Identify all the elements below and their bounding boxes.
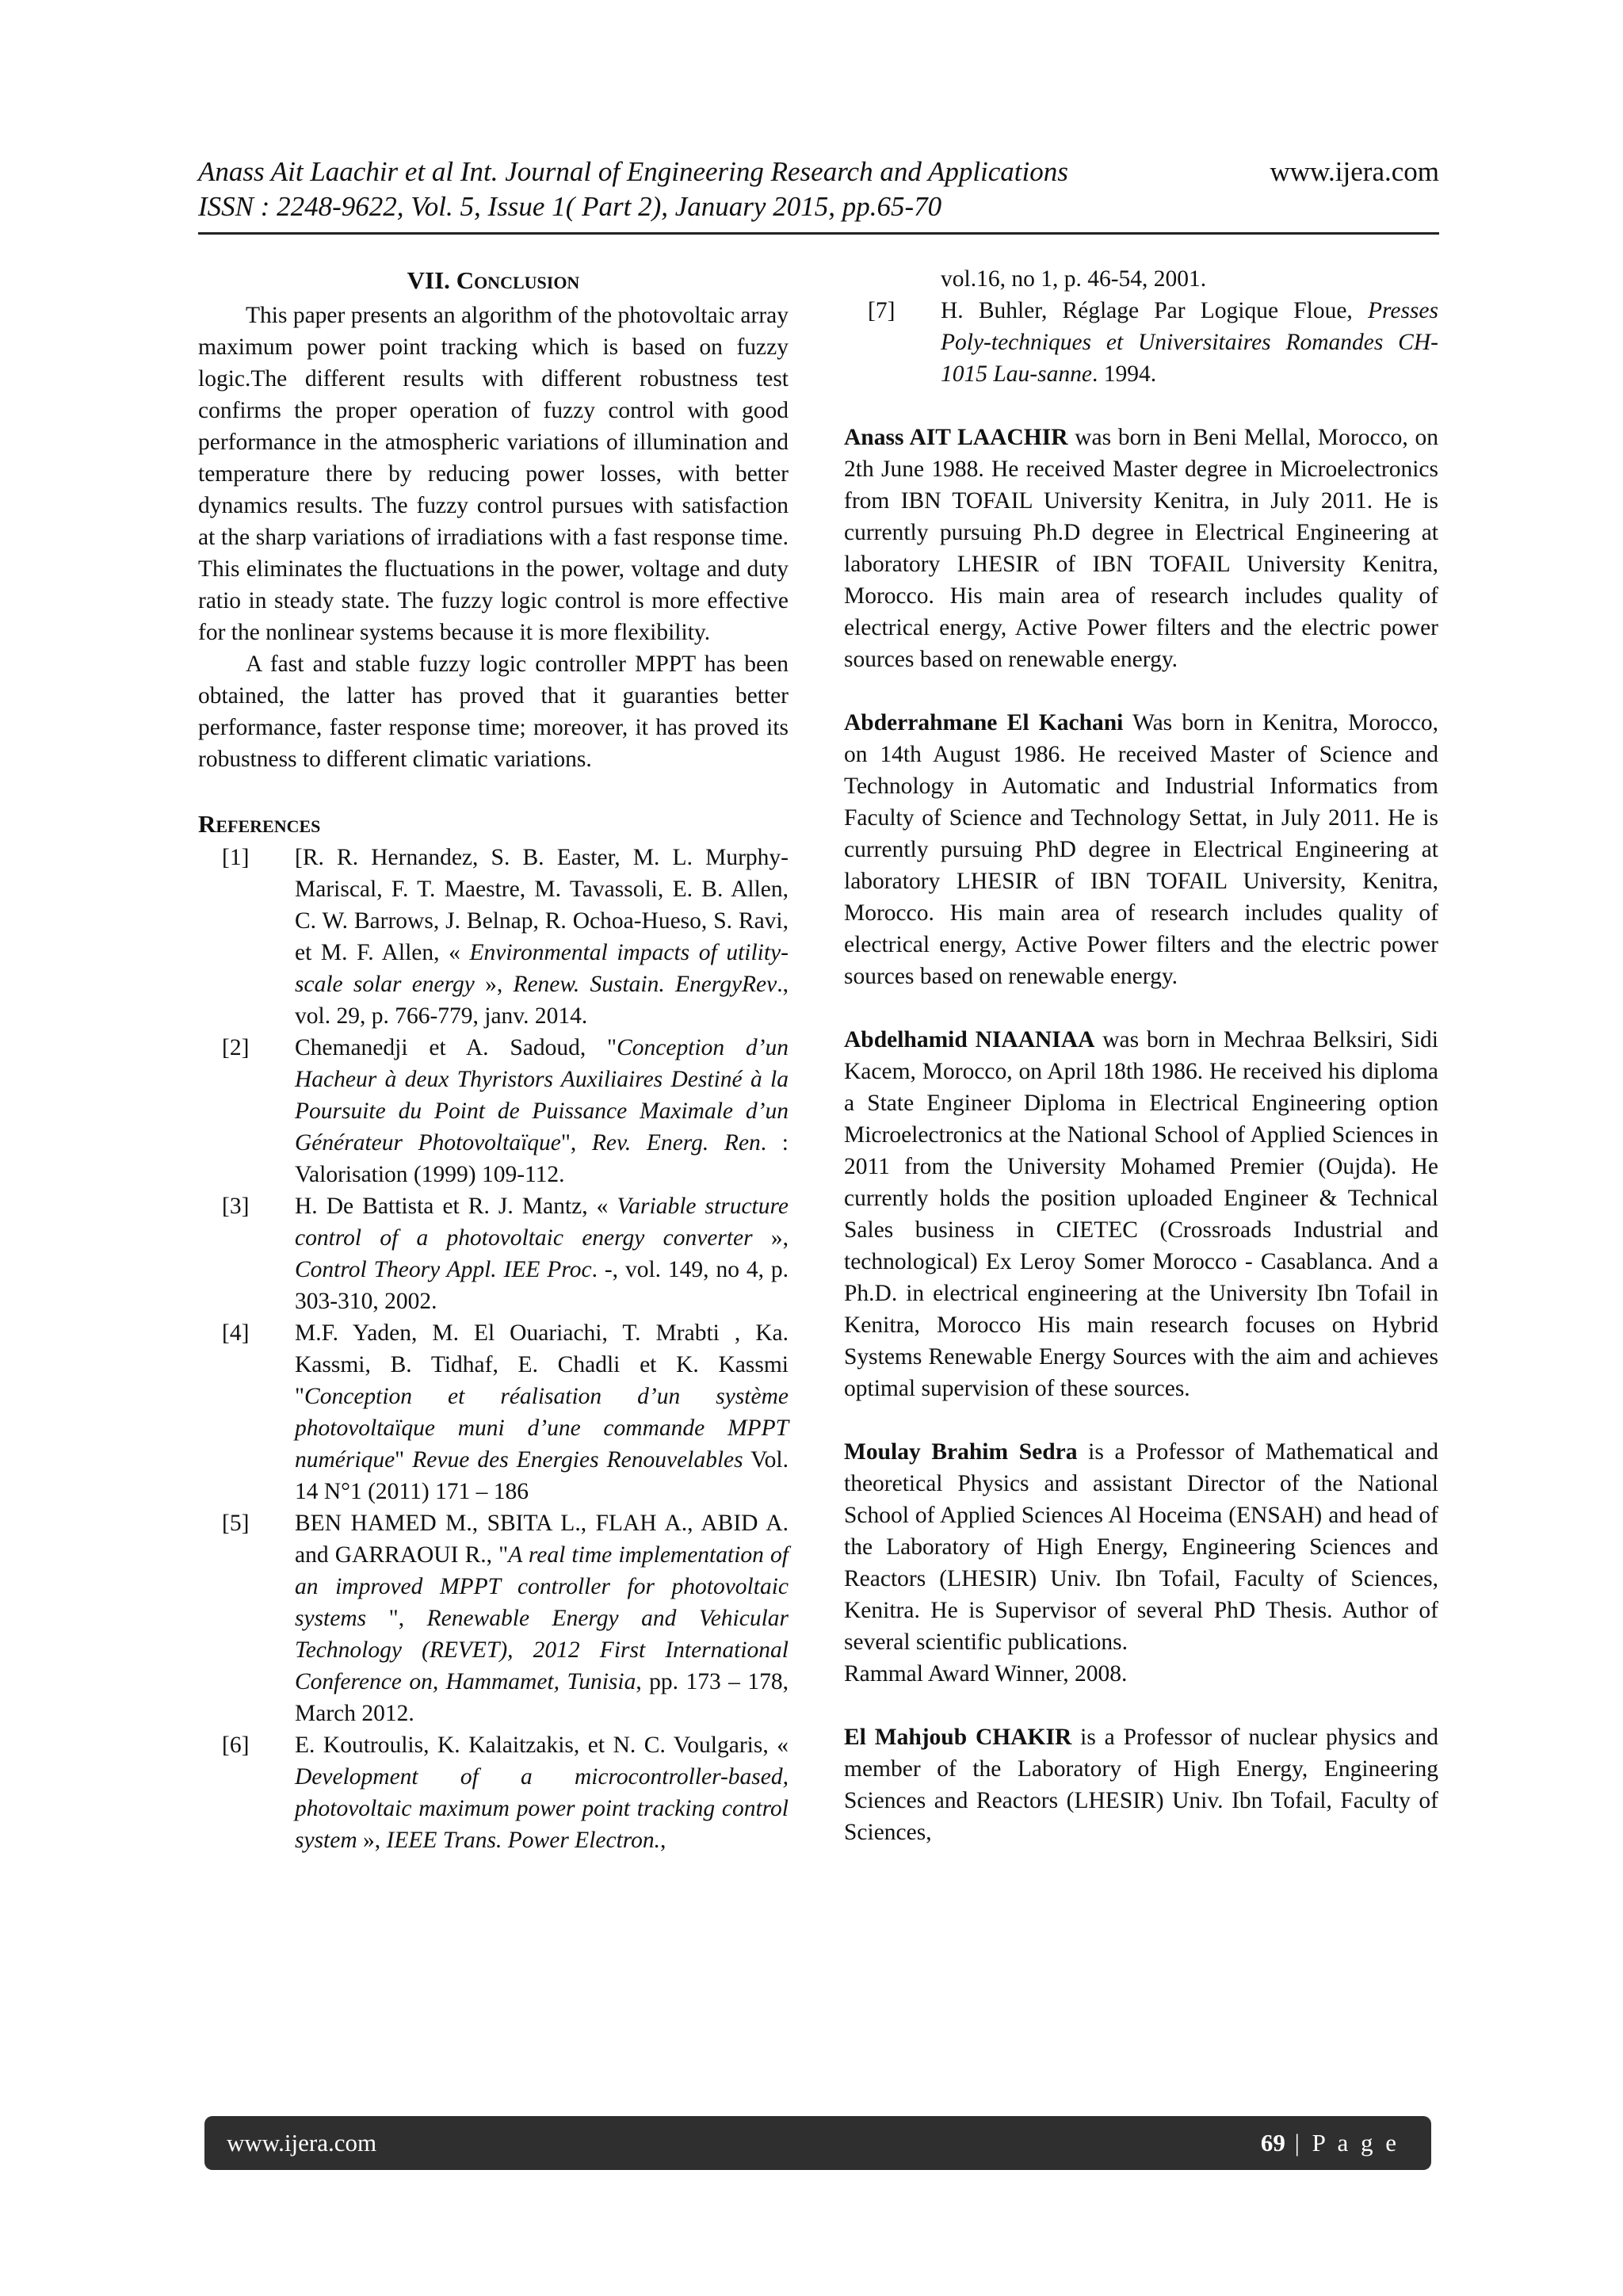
section-heading-conclusion: VII. Conclusion [407,266,580,294]
reference-2: [2] Chemanedji et A. Sadoud, "Conception d’un Hacheur à deux Thyristors Auxiliaires Destiné à la Poursuite du Point de Puissance Maximale d’un Générateur Photovoltaïque", Rev. Energ. Ren. : Valorisation (1999) 109-112. [222,1035,789,1187]
header-rule [198,232,1439,235]
page-footer [204,2116,1431,2170]
bio-el-mahjoub-chakir: El Mahjoub CHAKIR is a Professor of nuclear physics and member of the Laboratory of High Energy, Engineering Sciences and Reactors (LHESIR) Univ. Ibn Tofail, Faculty of Sciences, [844,1725,1439,1845]
bio-abderrahmane-el-kachani: Abderrahmane El Kachani Was born in Kenitra, Morocco, on 14th August 1986. He received Master of Science and Technology in Automatic and Industrial Informatics from Faculty of Science and Technology Settat, in July 2011. He is currently pursuing PhD degree in Electrical Engineering at laboratory LHESIR of IBN TOFAIL University, Kenitra, Morocco. His main area of research includes quality of electrical energy, Active Power filters and the electric power sources based on renewable energy. [844,710,1438,989]
reference-3: [3] H. De Battista et R. J. Mantz, « Variable structure control of a photovoltaic energy converter », Control Theory Appl. IEE Proc. -, vol. 149, no 4, p. 303‑310, 2002. [222,1194,789,1314]
footer-site: www.ijera.com [227,2129,377,2157]
conclusion-paragraph-1: This paper presents an algorithm of the photovoltaic array maximum power point tracking which is based on fuzzy logic.The different results with different robustness test confirms the proper operation of fuzzy control with good performance in the atmospheric variations of illumination and temperature there by reducing power losses, with better dynamics results. The fuzzy control pursues with satisfaction at the sharp variations of irradiations with a fast response time. This eliminates the fluctuations in the power, voltage and duty ratio in steady state. The fuzzy logic control is more effective for the nonlinear systems because it is more flexibility. [198,303,789,645]
bio-anass-ait-laachir: Anass AIT LAACHIR was born in Beni Mellal, Morocco, on 2th June 1988. He received Master degree in Microelectronics from IBN TOFAIL University Kenitra, in July 2011. He is currently pursuing Ph.D degree in Electrical Engineering at laboratory LHESIR of IBN TOFAIL University Kenitra, Morocco. His main area of research includes quality of electrical energy, Active Power filters and the electric power sources based on renewable energy. [844,425,1438,672]
right-column [844,263,1438,1848]
running-header [198,155,1439,224]
left-column [198,263,789,1856]
conclusion-paragraph-2: A fast and stable fuzzy logic controller MPPT has been obtained, the latter has proved that it guaranties better performance, faster response time; moreover, it has proved its robustness to different climatic variations. [198,651,789,772]
reference-7: [7] H. Buhler, Réglage Par Logique Floue, Presses Poly-techniques et Universitaires Romandes CH-1015 Lau-sanne. 1994. [868,298,1438,387]
page-number: 69 | P a g e [1260,2129,1400,2157]
journal-issn: ISSN : 2248-9622, Vol. 5, Issue 1( Part 2), January 2015, pp.65-70 [198,191,942,222]
bio-moulay-brahim-sedra: Moulay Brahim Sedra is a Professor of Mathematical and theoretical Physics and assistant Director of the National School of Applied Sciences Al Hoceima (ENSAH) and head of the Laboratory of High Energy, Engineering Sciences and Reactors (LHESIR) Univ. Ibn Tofail, Faculty of Sciences, Kenitra. He is Supervisor of several PhD Thesis. Author of several scientific publications. [844,1439,1438,1655]
reference-6-continued: vol.16, no 1, p. 46‑54, 2001. [941,266,1207,292]
bio-award-line: Rammal Award Winner, 2008. [844,1661,1128,1687]
references-heading: References [198,810,321,838]
header-line-1 [198,155,1439,189]
journal-site: www.ijera.com [1270,156,1439,187]
journal-citation: Anass Ait Laachir et al Int. Journal of Engineering Research and Applications [198,156,1068,187]
reference-5: [5] BEN HAMED M., SBITA L., FLAH A., ABID A. and GARRAOUI R., "A real time implementation of an improved MPPT controller for photovoltaic systems ", Renewable Energy and Vehicular Technology (REVET), 2012 First International Conference on, Hammamet, Tunisia, pp. 173 – 178, March 2012. [222,1511,789,1726]
reference-6: [6] E. Koutroulis, K. Kalaitzakis, et N. C. Voulgaris, « Development of a microcontroller-based, photovoltaic maximum power point tracking control system », IEEE Trans. Power Electron., [222,1733,789,1853]
bio-abdelhamid-niaaniaa: Abdelhamid NIAANIAA was born in Mechraa Belksiri, Sidi Kacem, Morocco, on April 18th 1986. He received his diploma a State Engineer Diploma in Electrical Engineering option Microelectronics at the National School of Applied Sciences in 2011 from the University Mohamed Premier (Oujda). He currently holds the position uploaded Engineer & Technical Sales business in CIETEC (Crossroads Industrial and technological) Ex Leroy Somer Morocco - Casablanca. And a Ph.D. in electrical engineering at the University Ibn Tofail in Kenitra, Morocco His main research focuses on Hybrid Systems Renewable Energy Sources with the aim and achieves optimal supervision of these sources. [844,1027,1438,1401]
reference-4: [4] M.F. Yaden, M. El Ouariachi, T. Mrabti , Ka. Kassmi, B. Tidhaf, E. Chadli et K. Kassmi "Conception et réalisation d’un système photovoltaïque muni d’une commande MPPT numérique" Revue des Energies Renouvelables Vol. 14 N°1 (2011) 171 – 186 [222,1320,789,1504]
reference-1: [1] [R. R. Hernandez, S. B. Easter, M. L. Murphy- Mariscal, F. T. Maestre, M. Tavassoli, E. B. Allen, C. W. Barrows, J. Belnap, R. Ochoa-Hueso, S. Ravi, et M. F. Allen, « Environmental impacts of utility-scale solar energy », Renew. Sustain. EnergyRev., vol. 29, p. 766‑779, janv. 2014. [222,845,789,1029]
